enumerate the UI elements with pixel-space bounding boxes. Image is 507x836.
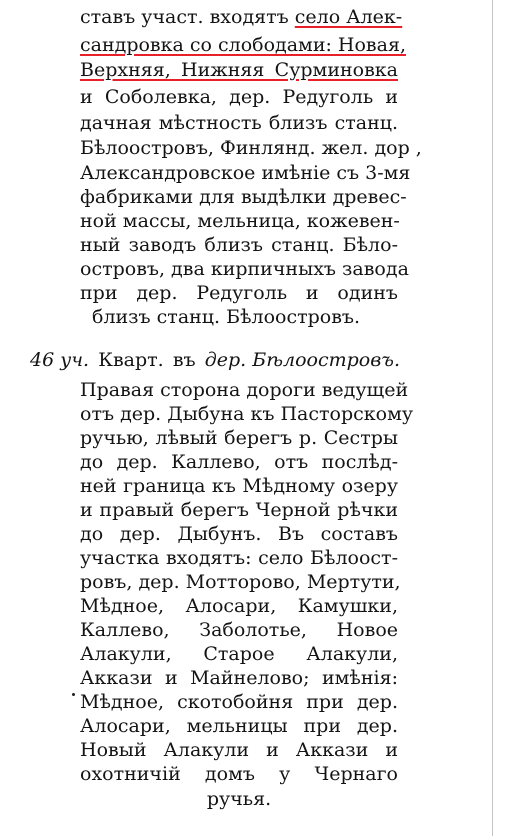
- section-preposition: въ: [172, 349, 196, 371]
- text-line: сандровка со слободами: Новая,: [80, 34, 406, 56]
- page-edge-rule: [492, 0, 493, 836]
- text-line: отъ дер. Дыбуна къ Пасторскому: [80, 403, 414, 425]
- text-line: при дер. Редуголь и одинъ: [80, 282, 398, 304]
- text-line: ручью, лѣвый берегъ р. Сестры: [80, 427, 398, 449]
- text-line: Мѣдное, Алосари, Камушки,: [80, 595, 398, 617]
- text-line: ней граница къ Мѣдному озеру: [80, 475, 398, 497]
- section-heading: [30, 346, 400, 374]
- text-line: дачная мѣстность близъ станц.: [80, 112, 398, 134]
- text-line: до дер. Каллево, отъ послѣд-: [80, 451, 398, 473]
- text-line: ровъ, дер. Мотторово, Мертути,: [80, 571, 401, 593]
- text-line: ный заводъ близъ станц. Бѣло-: [80, 234, 398, 256]
- text-line: Бѣлоостровъ, Финлянд. жел. дор ,: [80, 137, 422, 159]
- text-line: Аккази и Майнелово; имѣнія:: [80, 667, 398, 689]
- text-line: Правая сторона дороги ведущей: [80, 379, 409, 401]
- text-line: Мѣдное, скотобойня при дер.: [80, 691, 398, 713]
- section-word: Кварт.: [98, 349, 164, 371]
- ink-speck: [72, 693, 75, 696]
- text-line: ручья.: [206, 788, 272, 810]
- section-number: 46 уч.: [30, 349, 90, 371]
- text-line: ставъ участ. входятъ село Алек-: [80, 6, 403, 28]
- text-line: Алосари, мельницы при дер.: [80, 715, 398, 737]
- text-line: близъ станц. Бѣлоостровъ.: [92, 306, 361, 328]
- text-line: Алакули, Старое Алакули,: [80, 643, 398, 665]
- text-line: фабриками для выдѣлки древес-: [80, 186, 407, 208]
- text-line: Верхняя, Нижняя Сурминовка: [80, 59, 398, 81]
- text-line: ной массы, мельница, кожевен-: [80, 210, 400, 232]
- text-line: участка входятъ: село Бѣлоост-: [80, 547, 398, 569]
- text-line: до дер. Дыбунъ. Въ составъ: [80, 523, 398, 545]
- text-line: и Соболевка, дер. Редуголь и: [80, 86, 398, 108]
- text-line: Новый Алакули и Аккази и: [80, 739, 398, 761]
- text-line: Александровское имѣніе съ 3-мя: [80, 162, 411, 184]
- text-line: островъ, два кирпичныхъ завода: [80, 258, 409, 280]
- text-line: охотничій домъ у Чернаго: [80, 763, 398, 785]
- section-place: дер. Бѣлоостровъ.: [204, 349, 400, 371]
- text-line: и правый берегъ Черной рѣчки: [80, 499, 398, 521]
- text-line: Каллево, Заболотье, Новое: [80, 619, 398, 641]
